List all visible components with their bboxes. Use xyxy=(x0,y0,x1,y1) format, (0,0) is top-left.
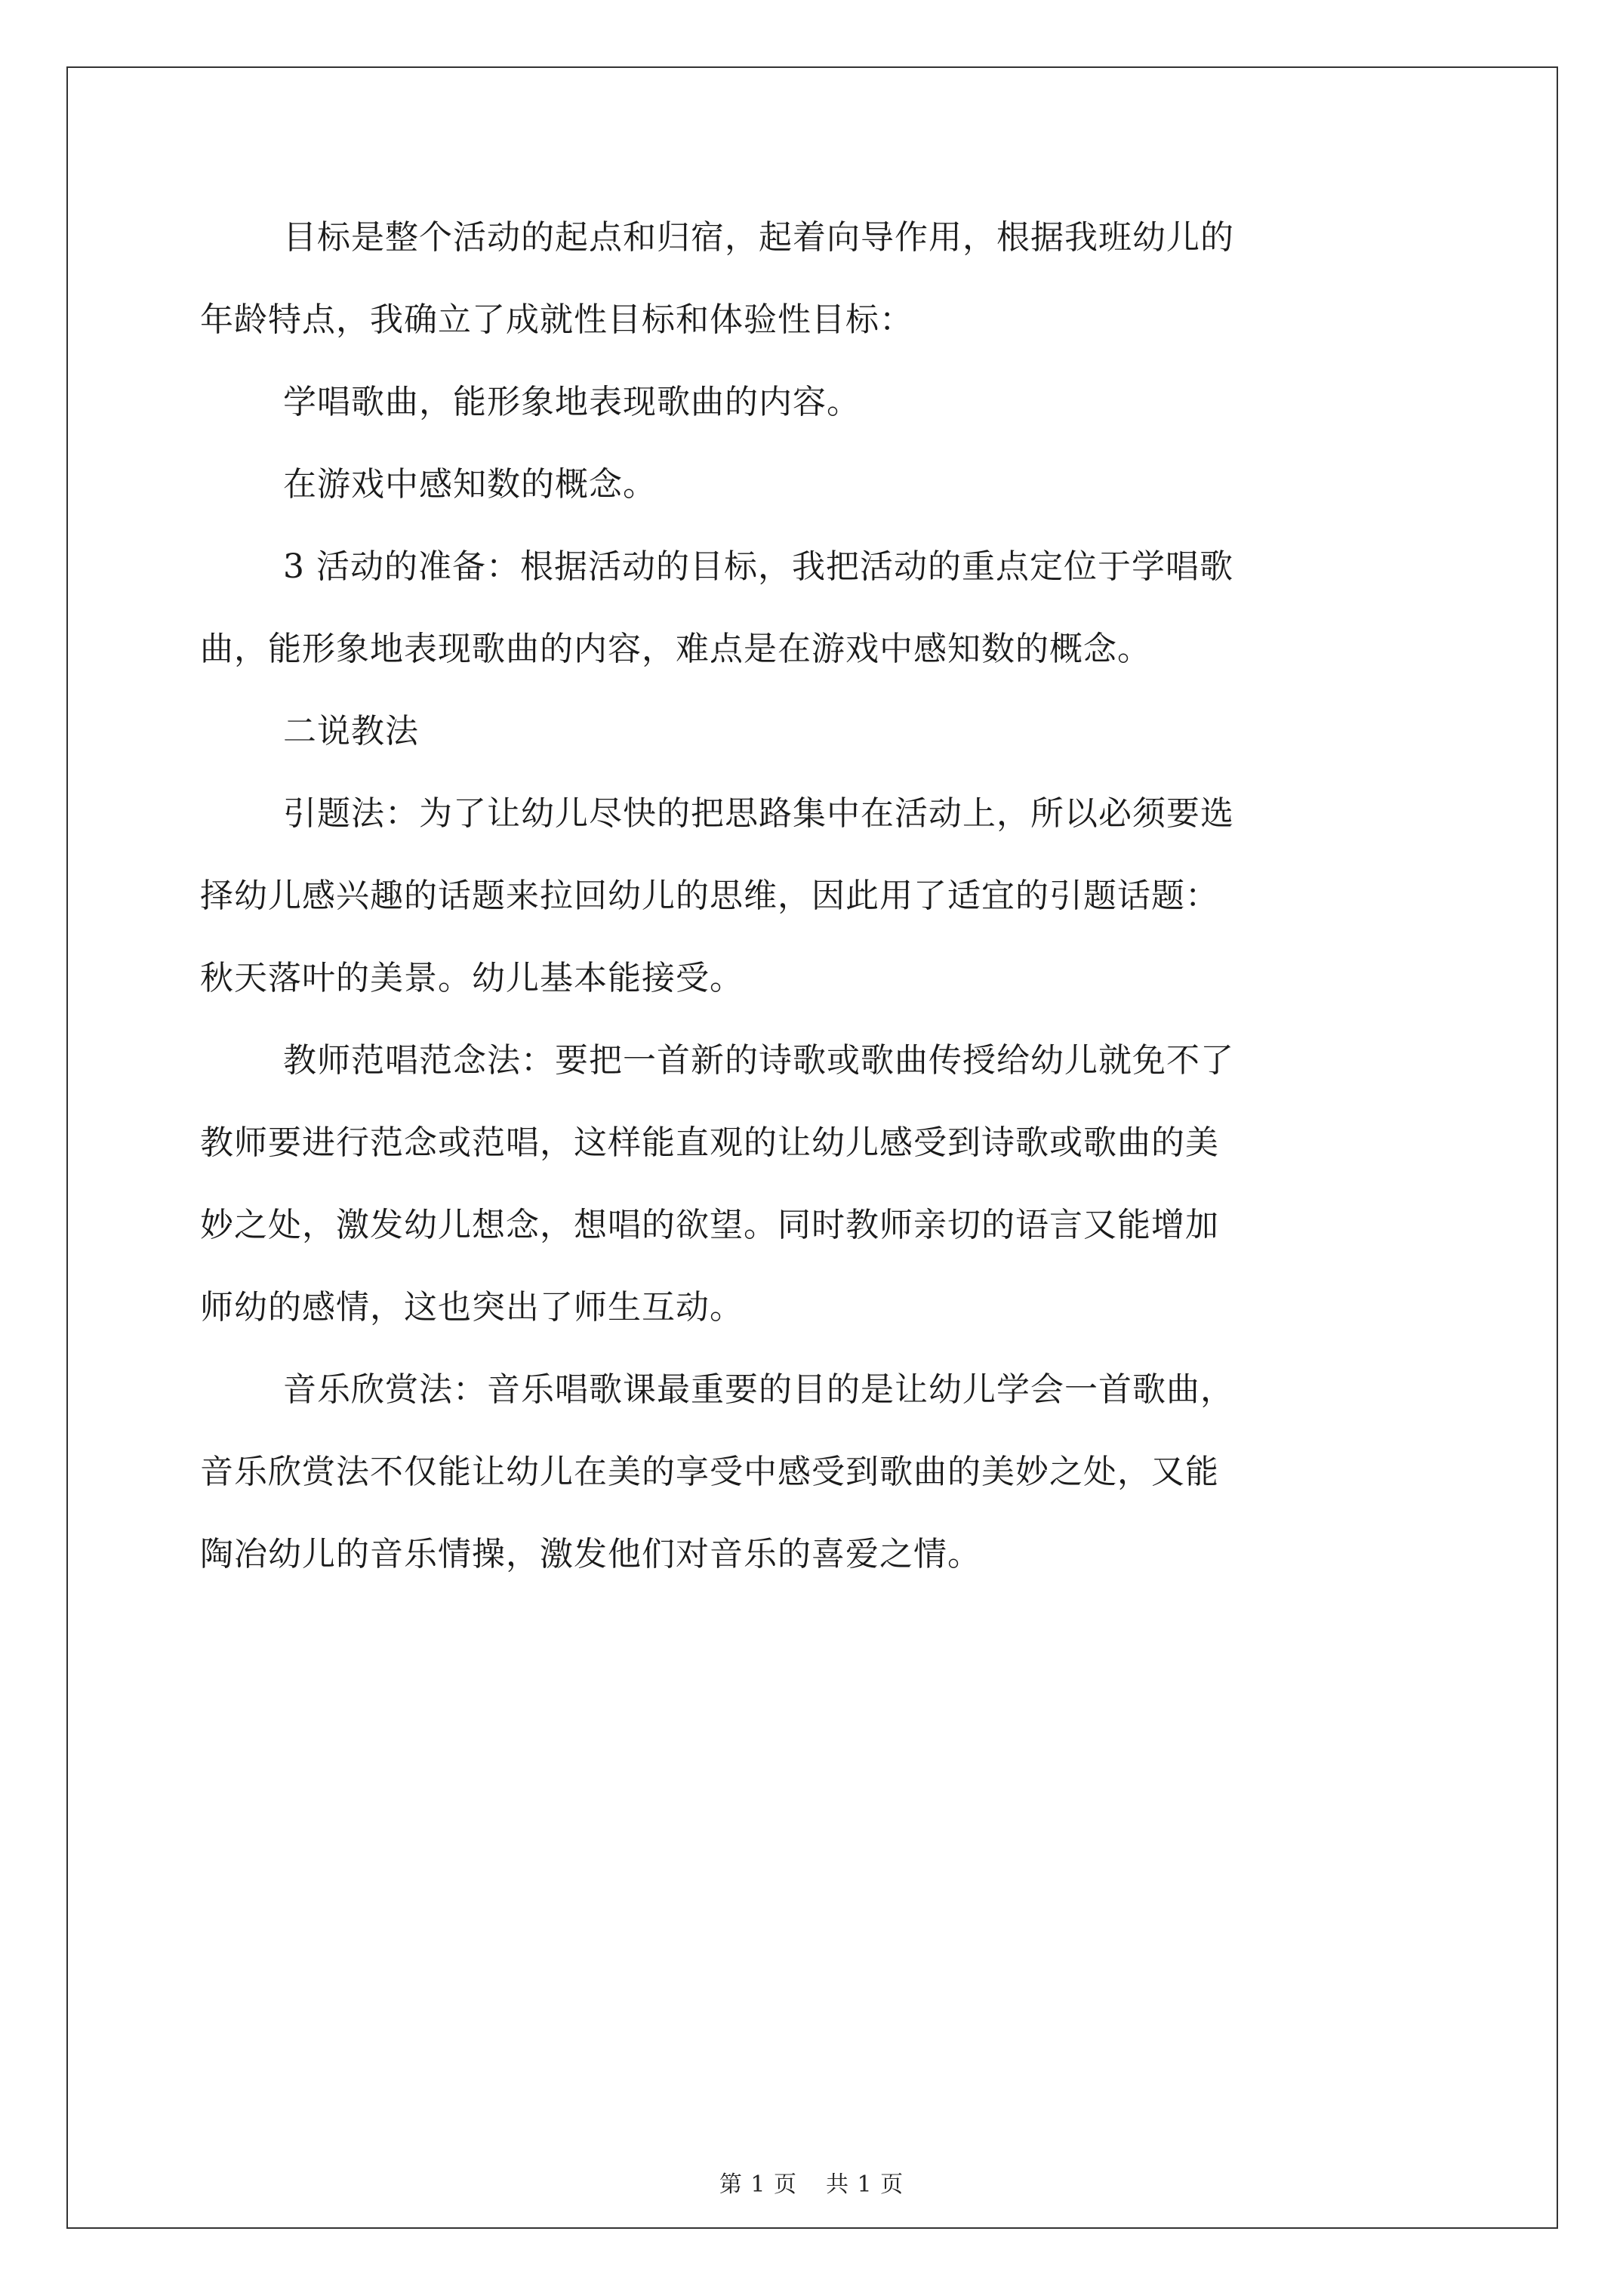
text-line: 3 活动的准备：根据活动的目标，我把活动的重点定位于学唱歌 xyxy=(283,547,1233,586)
text-line: 音乐欣赏法：音乐唱歌课最重要的目的是让幼儿学会一首歌曲， xyxy=(283,1370,1234,1409)
paragraph-goals-intro xyxy=(200,196,1438,361)
page-footer xyxy=(0,2165,1623,2199)
document-body xyxy=(200,196,1438,1595)
text-line: 教师要进行范念或范唱，这样能直观的让幼儿感受到诗歌或歌曲的美 xyxy=(200,1123,1219,1162)
text-line: 教师范唱范念法：要把一首新的诗歌或歌曲传授给幼儿就免不了 xyxy=(283,1041,1234,1080)
paragraph-preparation xyxy=(200,525,1438,690)
text-line: 师幼的感情，这也突出了师生互动。 xyxy=(200,1288,744,1327)
paragraph-goal-2 xyxy=(200,443,1438,525)
text-line: 音乐欣赏法不仅能让幼儿在美的享受中感受到歌曲的美妙之处，又能 xyxy=(200,1453,1219,1491)
text-line: 秋天落叶的美景。幼儿基本能接受。 xyxy=(200,959,744,997)
paragraph-music-appreciation-method xyxy=(200,1348,1438,1595)
text-line: 陶冶幼儿的音乐情操，激发他们对音乐的喜爱之情。 xyxy=(200,1535,981,1573)
text-line: 学唱歌曲，能形象地表现歌曲的内容。 xyxy=(283,383,861,421)
text-line: 妙之处，激发幼儿想念，想唱的欲望。同时教师亲切的语言又能增加 xyxy=(200,1206,1219,1244)
page-number-current: 第 1 页 xyxy=(719,2171,797,2198)
page-number-total: 共 1 页 xyxy=(826,2171,904,2198)
text-line: 二说教法 xyxy=(283,712,419,750)
text-line: 曲，能形象地表现歌曲的内容，难点是在游戏中感知数的概念。 xyxy=(200,630,1151,668)
text-line: 择幼儿感兴趣的话题来拉回幼儿的思维，因此用了适宜的引题话题： xyxy=(200,877,1219,915)
paragraph-goal-1 xyxy=(200,361,1438,443)
text-line: 引题法：为了让幼儿尽快的把思路集中在活动上，所以必须要选 xyxy=(283,794,1234,833)
paragraph-introduction-method xyxy=(200,772,1438,1019)
text-line: 年龄特点，我确立了成就性目标和体验性目标： xyxy=(200,300,913,339)
section-heading-teaching-methods xyxy=(200,690,1438,772)
text-line: 目标是整个活动的起点和归宿，起着向导作用，根据我班幼儿的 xyxy=(283,218,1234,257)
text-line: 在游戏中感知数的概念。 xyxy=(283,465,657,504)
paragraph-demonstration-method xyxy=(200,1019,1438,1348)
